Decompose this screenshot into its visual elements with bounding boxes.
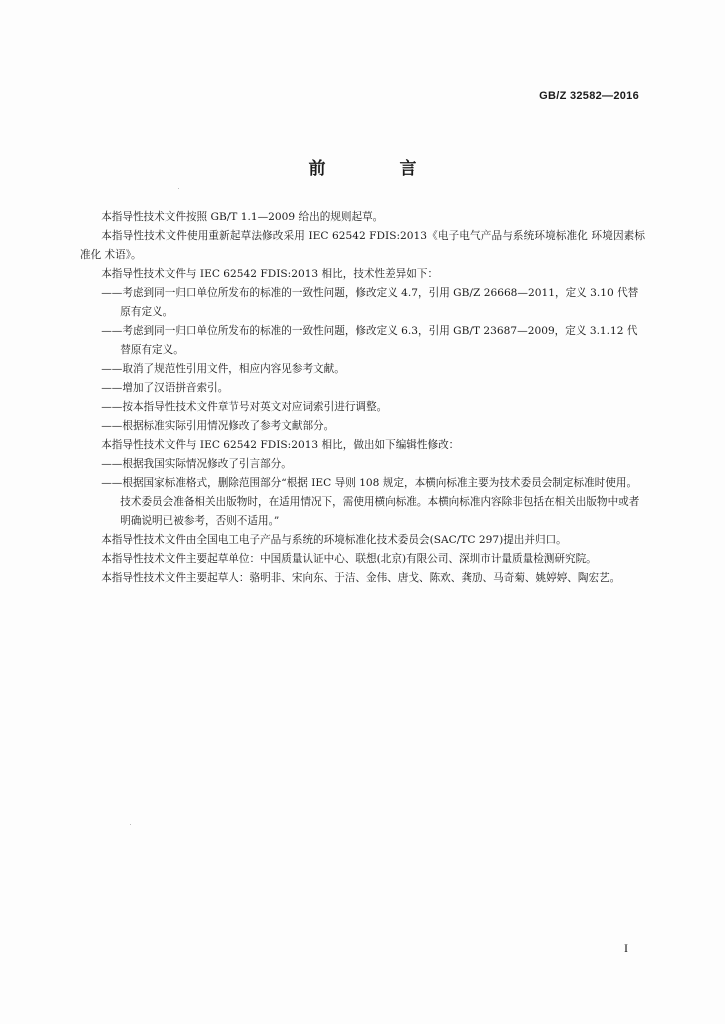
standard-code: GB/Z 32582—2016 <box>539 90 639 102</box>
list-item-tech-diff: ——考虑到同一归口单位所发布的标准的一致性问题，修改定义 4.7，引用 GB/Z 26668—2011，定义 3.10 代替原有定义。 <box>101 287 639 318</box>
paragraph-tech-diff-intro: 本指导性技术文件与 IEC 62542 FDIS:2013 相比，技术性差异如下： <box>101 268 439 280</box>
paragraph-proposer: 本指导性技术文件由全国电工电子产品与系统的环境标准化技术委员会(SAC/TC 297)提出并归口。 <box>101 534 567 546</box>
list-item-tech-diff: ——考虑到同一归口单位所发布的标准的一致性问题，修改定义 6.3，引用 GB/T 23687—2009，定义 3.1.12 代替原有定义。 <box>101 325 638 356</box>
page-title: 前 言 <box>308 159 451 179</box>
paragraph-editorial-intro: 本指导性技术文件与 IEC 62542 FDIS:2013 相比，做出如下编辑性修改： <box>101 439 460 451</box>
page-number: I <box>624 941 628 955</box>
paragraph-adoption-method: 本指导性技术文件使用重新起草法修改采用 IEC 62542 FDIS:2013《电子电气产品与系统环境标准化 环境因素标准化 术语》。 <box>80 230 645 261</box>
paragraph-drafters: 本指导性技术文件主要起草人：骆明非、宋向东、于洁、金伟、唐戈、陈欢、龚劢、马奇菊、姚婷婷、陶宏艺。 <box>101 572 621 584</box>
list-item-tech-diff: ——取消了规范性引用文件，相应内容见参考文献。 <box>101 363 345 375</box>
list-item-editorial: ——根据我国实际情况修改了引言部分。 <box>101 458 292 470</box>
list-item-tech-diff: ——根据标准实际引用情况修改了参考文献部分。 <box>101 420 335 432</box>
paragraph-drafting-units: 本指导性技术文件主要起草单位：中国质量认证中心、联想(北京)有限公司、深圳市计量质量检测研究院。 <box>101 553 597 565</box>
scan-speck <box>178 188 179 189</box>
scan-speck <box>130 824 131 825</box>
paragraph-drafting-rules: 本指导性技术文件按照 GB/T 1.1—2009 给出的规则起草。 <box>101 211 384 223</box>
list-item-tech-diff: ——按本指导性技术文件章节号对英文对应词索引进行调整。 <box>101 401 388 413</box>
list-item-editorial: ——根据国家标准格式，删除范围部分“根据 IEC 导则 108 规定，本横向标准主要为技术委员会制定标准时使用。技术委员会准备相关出版物时，在适用情况下，需使用横向标准。本横向标准内容除非包括在相关出版物中或者明确说明已被参考，否则不适用。” <box>101 477 640 527</box>
foreword-body <box>80 208 645 588</box>
list-item-tech-diff: ——增加了汉语拼音索引。 <box>101 382 229 394</box>
